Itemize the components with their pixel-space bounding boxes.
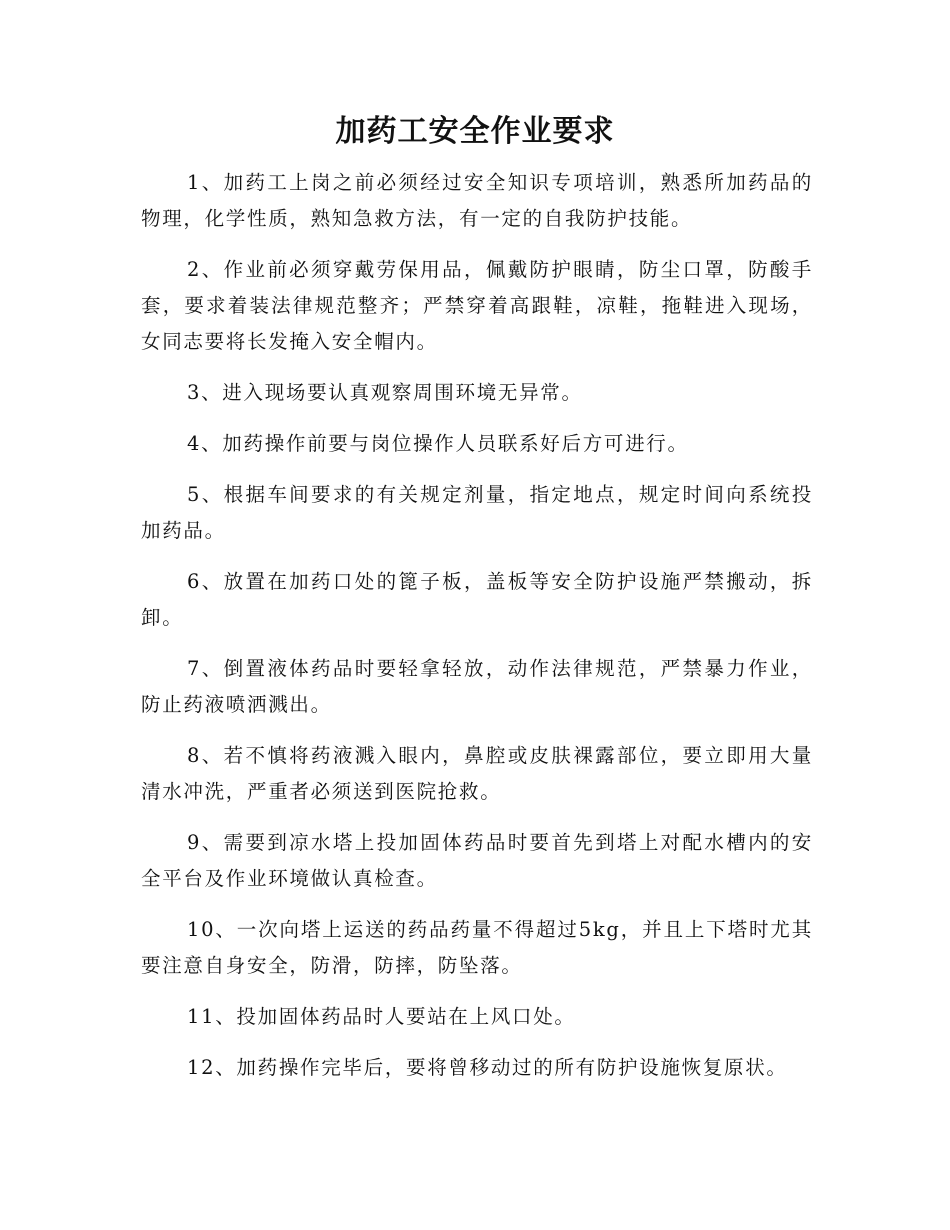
paragraph-6: 6、放置在加药口处的篦子板，盖板等安全防护设施严禁搬动，拆卸。 xyxy=(141,570,813,629)
paragraph-4: 4、加药操作前要与岗位操作人员联系好后方可进行。 xyxy=(187,432,689,455)
paragraph-3: 3、进入现场要认真观察周围环境无异常。 xyxy=(187,381,583,404)
document-title: 加药工安全作业要求 xyxy=(335,114,615,149)
paragraph-10: 10、一次向塔上运送的药品药量不得超过5kg，并且上下塔时尤其要注意自身安全，防滑，防摔，防坠落。 xyxy=(141,918,813,977)
paragraph-1: 1、加药工上岗之前必须经过安全知识专项培训，熟悉所加药品的物理，化学性质，熟知急救方法，有一定的自我防护技能。 xyxy=(141,171,813,230)
paragraph-8: 8、若不慎将药液溅入眼内，鼻腔或皮肤裸露部位，要立即用大量清水冲洗，严重者必须送到医院抢救。 xyxy=(141,744,813,803)
paragraph-11: 11、投加固体药品时人要站在上风口处。 xyxy=(187,1005,576,1028)
paragraph-9: 9、需要到凉水塔上投加固体药品时要首先到塔上对配水槽内的安全平台及作业环境做认真检查。 xyxy=(141,831,813,890)
paragraph-12: 12、加药操作完毕后，要将曾移动过的所有防护设施恢复原状。 xyxy=(187,1056,788,1079)
paragraph-5: 5、根据车间要求的有关规定剂量，指定地点，规定时间向系统投加药品。 xyxy=(141,483,813,542)
document-body xyxy=(141,165,813,1101)
paragraph-2: 2、作业前必须穿戴劳保用品，佩戴防护眼睛，防尘口罩，防酸手套，要求着装法律规范整齐；严禁穿着高跟鞋，凉鞋，拖鞋进入现场，女同志要将长发掩入安全帽内。 xyxy=(141,258,813,353)
paragraph-7: 7、倒置液体药品时要轻拿轻放，动作法律规范，严禁暴力作业，防止药液喷洒溅出。 xyxy=(141,657,813,716)
